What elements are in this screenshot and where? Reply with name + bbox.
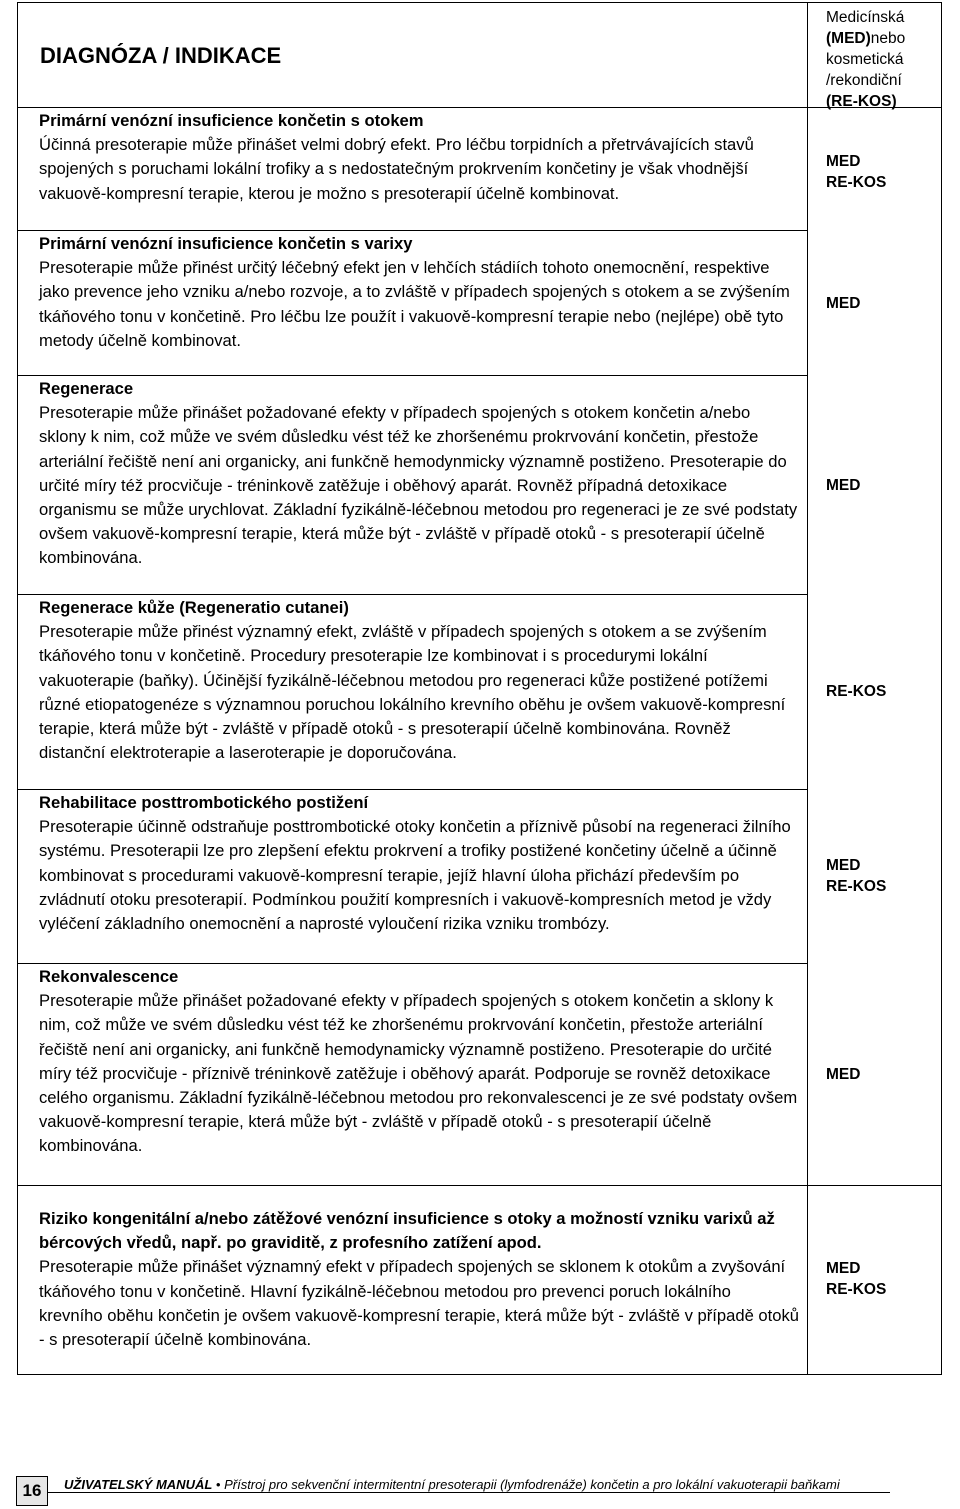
category-tag: MED [826, 1066, 861, 1083]
indication-text: Presoterapie může přinést určitý léčebný efekt jen v lehčích stádiích tohoto onemocnění, respektive jako prevence jeho vzniku a/nebo rozvoje, a to zvláště v případech spojených s otokem a se zvýšením tkáňového tonu v končetině. Pro léčbu lze použít i vakuově-kompresní terapie nebo (nejlépe) obě tyto metody účelně kombinovat. [39, 258, 790, 350]
header-divider [18, 107, 941, 108]
indication-text: Presoterapie může přinášet významný efekt v případech spojených se sklonem k otokům a zvyšování tkáňového tonu v končetině. Hlavní fyzikálně-léčebnou metodou pro prevenci poruch lokálního krevního oběhu končetin je ovšem vakuově-kompresní terapie, která může být - zvláště v případě otoků - s presoterapií účelně kombinována. [39, 1257, 800, 1350]
indication-row [39, 109, 799, 206]
indication-text: Presoterapie může přinášet požadované efekty v případech spojených s otokem končetin a/nebo sklony k nim, což může ve svém důsledku vést též ke zhoršenému prokrvování končetin, přestože arteriální řečiště není ani organicky, ani funkčně hemodynmicky významně postiženo. Presoterapie do určité míry též procvičuje - tréninkově zatěžuje i oběhový aparát. Rovněž případná detoxikace organismu se může urychlovat. Základní fyzikálně-léčebnou metodou pro regeneraci je ze své podstaty ovšem vakuově-kompresní terapie, která může být - zvláště v případě otoků - s presoterapií účelně kombinována. [39, 403, 798, 568]
indication-text: Presoterapie účinně odstraňuje posttrombotické otoky končetin a příznivě působí na regeneraci žilního systému. Presoterapii lze pro zlepšení efektu prokrvení a trofiky postižené končetiny účelně a účinně kombinovat s procedurami vakuově-kompresní terapie, jejíž hlavní úloha přichází především po zvládnutí otoku presoterapií. Podmínkou použití kompresních i vakuově-kompresních metod je vždy vyléčení základního onemocnění a naprosté vyloučení rizika vzniku trombózy. [39, 817, 791, 934]
indication-text: Účinná presoterapie může přinášet velmi dobrý efekt. Pro léčbu torpidních a přetrvávajících stavů spojených s poruchami lokální trofiky a s nedostatečným prokrvením končetiny je však vhodnější vakuově-kompresní terapie, kterou je možno s presoterapií účelně kombinovat. [39, 135, 754, 203]
indication-row [39, 232, 799, 353]
category-tag: MED RE-KOS [826, 153, 887, 191]
indication-row [39, 596, 799, 765]
row-divider [18, 963, 807, 964]
footer-divider [48, 1492, 890, 1493]
category-tag: MED RE-KOS [826, 1260, 887, 1298]
category-tag: MED [826, 477, 861, 494]
indication-title: Regenerace [39, 379, 134, 398]
category-tag: MED RE-KOS [826, 857, 887, 895]
indication-table [17, 2, 942, 1375]
indication-title: Regenerace kůže (Regeneratio cutanei) [39, 598, 349, 617]
column-divider [807, 3, 808, 1374]
indication-title: Rehabilitace posttrombotického postižení [39, 793, 369, 812]
row-divider [18, 594, 807, 595]
row-divider [18, 1185, 941, 1186]
row-divider [18, 375, 807, 376]
indication-title: Primární venózní insuficience končetin s otokem [39, 111, 424, 130]
indication-row [39, 377, 799, 571]
row-divider [18, 789, 807, 790]
column-header-category: Medicínská (MED)nebo kosmetická /rekondiční (RE-KOS) [826, 9, 906, 110]
indication-title: Rekonvalescence [39, 967, 179, 986]
indication-row [39, 791, 799, 936]
page-title: DIAGNÓZA / INDIKACE [40, 43, 282, 68]
indication-title: Riziko kongenitální a/nebo zátěžové venózní insuficience s otoky a možností vzniku varixů až bércových vředů, např. po graviditě, z profesního zatížení apod. [39, 1209, 775, 1253]
footer-caption: UŽIVATELSKÝ MANUÁL • Přístroj pro sekvenční intermitentní presoterapii (lymfodrenáže) končetin a pro lokální vakuoterapii baňkami [64, 1477, 840, 1492]
indication-text: Presoterapie může přinést významný efekt, zvláště v případech spojených s otokem a se zvýšením tkáňového tonu v končetině. Procedury presoterapie lze kombinovat i s procedurymi lokální vakuoterapie (baňky). Účinější fyzikálně-léčebnou metodou pro regeneraci kůže postižené potížemi různé etiopatogenéze s významnou poruchou lokálního krevního oběhu je ovšem vakuově-kompresní terapie, která může být - zvláště v případě otoků - s presoterapií účelně kombinována. Rovněž distanční elektroterapie a laseroterapie je doporučována. [39, 622, 786, 763]
indication-row [39, 965, 799, 1159]
indication-title: Primární venózní insuficience končetin s varixy [39, 234, 413, 253]
indication-text: Presoterapie může přinášet požadované efekty v případech spojených s otokem končetin a sklony k nim, což může ve svém důsledku vést též ke zhoršenému prokrvování končetin, přestože arteriální řečiště není ani organicky, ani funkčně hemodynamicky významně postiženo. Presoterapie do určité míry též procvičuje - příznivě tréninkově zatěžuje i oběhový aparát. Podporuje se rovněž detoxikace celého organismu. Základní fyzikálně-léčebnou metodou pro rekonvalescenci je ze své podstaty ovšem vakuově-kompresní terapie, která může být - zvláště v případě otoků - s presoterapií účelně kombinována. [39, 991, 798, 1156]
row-divider [18, 230, 807, 231]
category-tag: MED [826, 295, 861, 312]
indication-row [39, 1207, 799, 1352]
page-number: 16 [16, 1476, 48, 1506]
category-tag: RE-KOS [826, 683, 887, 700]
